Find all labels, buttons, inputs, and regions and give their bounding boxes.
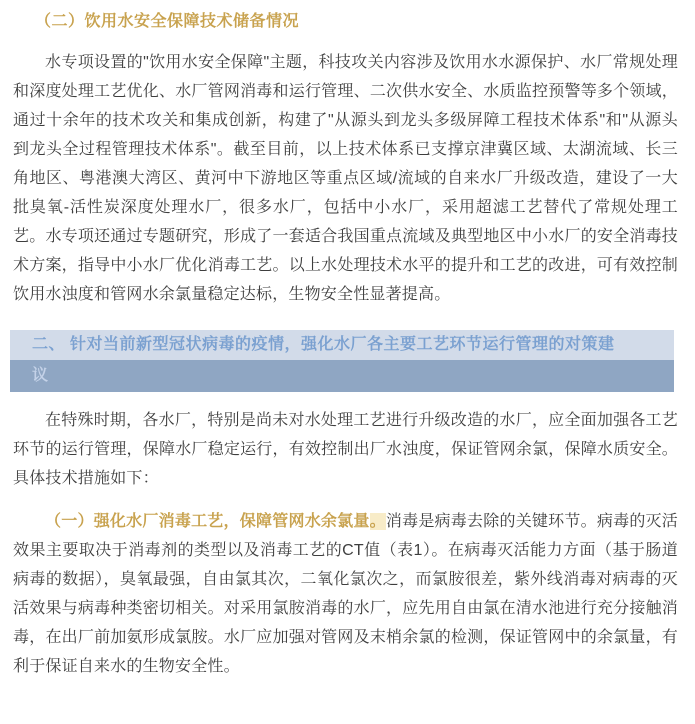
paragraph-tech-reserve: 水专项设置的"饮用水安全保障"主题，科技攻关内容涉及饮用水水源保护、水厂常规处理和深度处理工艺优化、水厂管网消毒和运行管理、二次供水安全、水质监控预警等多个领域，通过十余年的技术攻关和集成创新，构建了"从源头到龙头多级屏障工程技术体系"和"从源头到龙头全过程管理技术体系"。截至目前，以上技术体系已支撑京津冀区域、太湖流域、长三角地区、粤港澳大湾区、黄河中下游地区等重点区域/流域的自来水厂升级改造，建设了一大批臭氧-活性炭深度处理水厂，很多水厂，包括中小水厂，采用超滤工艺替代了常规处理工艺。水专项还通过专题研究，形成了一套适合我国重点流域及典型地区中小水厂的安全消毒技术方案，指导中小水厂优化消毒工艺。以上水处理技术水平的提升和工艺的改进，可有效控制饮用水浊度和管网水余氯量稳定达标，生物安全性显著提高。 xyxy=(13,54,678,303)
inline-subheading-measure-1: （一）强化水厂消毒工艺，保障管网水余氯量 xyxy=(45,513,370,530)
highlighted-period: 。 xyxy=(369,513,386,530)
banner-heading-line-1: 二、 针对当前新型冠状病毒的疫情，强化水厂各主要工艺环节运行管理的对策建 xyxy=(10,330,674,360)
section-banner-heading xyxy=(10,330,674,392)
paragraph-disinfection-text: 消毒是病毒去除的关键环节。病毒的灭活效果主要取决于消毒剂的类型以及消毒工艺的CT值（表1）。在病毒灭活能力方面（基于肠道病毒的数据），臭氧最强，自由氯其次，二氧化氯次之，而氯胺很差，紫外线消毒对病毒的灭活效果与病毒种类密切相关。对采用氯胺消毒的水厂，应先用自由氯在清水池进行充分接触消毒，在出厂前加氨形成氯胺。水厂应加强对管网及末梢余氯的检测，保证管网中的余氯量，有利于保证自来水的生物安全性。 xyxy=(13,513,678,675)
section-heading-2: （二）饮用水安全保障技术储备情况 xyxy=(35,13,300,30)
banner-heading-line-2: 议 xyxy=(10,360,674,392)
paragraph-disinfection xyxy=(13,507,678,681)
paragraph-special-period: 在特殊时期，各水厂，特别是尚未对水处理工艺进行升级改造的水厂，应全面加强各工艺环节的运行管理，保障水厂稳定运行，有效控制出厂水浊度，保证管网余氯，保障水质安全。具体技术措施如下： xyxy=(13,412,678,487)
